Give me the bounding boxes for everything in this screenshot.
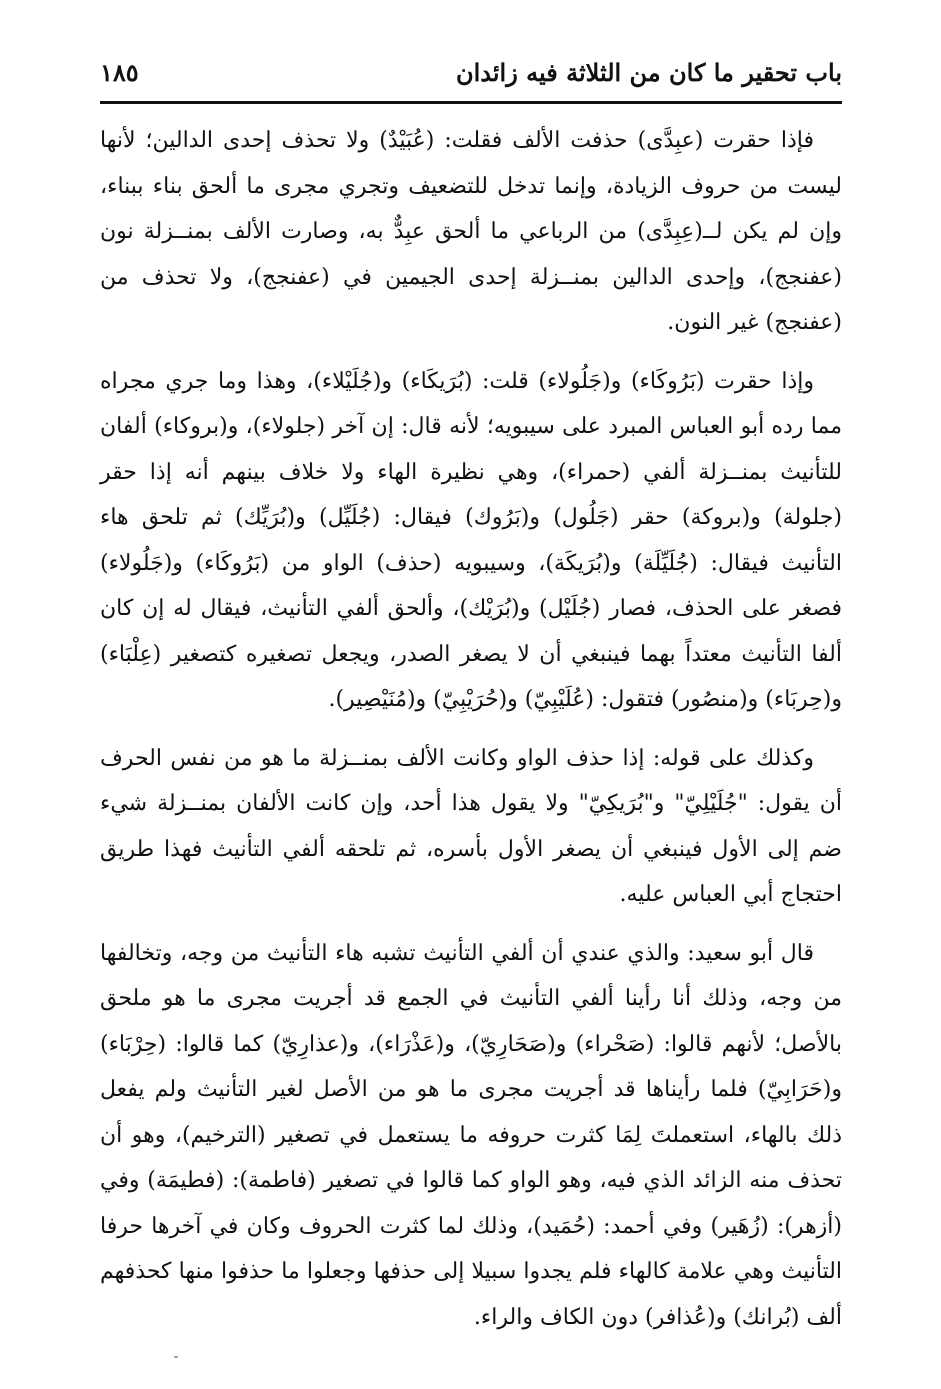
paragraph: فإذا حقرت (عبِدَّى) حذفت الألف فقلت: (عُبَيْدٌ) ولا تحذف إحدى الدالين؛ لأنها ليست من حروف الزيادة، وإنما تدخل للتضعيف وتجري مجرى ما ألحق بناء ببناء، وإن لم يكن لــ(عِبِدَّى) من الرباعي ما ألحق عبِدٌّ به، وصارت الألف بمنــزلة نون (عفنجج)، وإحدى الدالين بمنــزلة إحدى الجيمين في (عفنجج)، ولا تحذف من (عفنجج) غير النون. xyxy=(100,128,842,335)
header-divider xyxy=(100,101,842,104)
scan-speck xyxy=(174,1356,178,1358)
page-header xyxy=(100,52,842,96)
paragraph: وكذلك على قوله: إذا حذف الواو وكانت الألف بمنــزلة ما هو من نفس الحرف أن يقول: "جُلَيْلِيّ" و"بُرَيكِيّ" ولا يقول هذا أحد، وإن كانت الألفان بمنــزلة شيء ضم إلى الأول فينبغي أن يصغر الأول بأسره، ثم تلحقه ألفي التأنيث فهذا طريق احتجاج أبي العباس عليه. xyxy=(100,745,842,907)
body-text xyxy=(100,118,842,1353)
chapter-title: باب تحقير ما كان من الثلاثة فيه زائدان xyxy=(455,58,842,87)
page-number: ١٨٥ xyxy=(100,58,139,87)
paragraph: وإذا حقرت (بَرُوكَاء) و(جَلُولاء) قلت: (بُرَيكَاء) و(جُلَيْلاء)، وهذا وما جري مجراه مما رده أبو العباس المبرد على سيبويه؛ لأنه قال: إن آخر (جلولاء)، و(بروكاء) ألفان للتأنيث بمنــزلة ألفي (حمراء)، وهي نظيرة الهاء ولا خلاف بينهم أنه إذا حقر (جلولة) و(بروكة) حقر (جَلُول) و(بَرُوك) فيقال: (جُلَيِّل) و(بُرَيِّك) ثم تلحق هاء التأنيث فيقال: (جُلَيِّلَة) و(بُرَيكَة)، وسيبويه (حذف) الواو من (بَرُوكَاء) و(جَلُولاء) فصغر على الحذف، فصار (جُلَيْل) و(بُرَيْك)، وألحق ألفي التأنيث، فيقال له إن كان ألفا التأنيث معتداً بهما فينبغي أن لا يصغر الصدر، ويجعل تصغيره كتصغير (عِلْبَاء) و(حِربَاء) و(منصُور) فتقول: (عُلَيْبِيّ) و(حُرَيْبِيّ) و(مُنَيْصِير). xyxy=(100,368,842,712)
paragraph: قال أبو سعيد: والذي عندي أن ألفي التأنيث تشبه هاء التأنيث من وجه، وتخالفها من وجه، وذلك أنا رأينا ألفي التأنيث في الجمع قد أجريت مجرى ما هو ملحق بالأصل؛ لأنهم قالوا: (صَحْراء) و(صَحَارِيّ)، و(عَذْرَاء)، و(عذارِيّ) كما قالوا: (حِرْبَاء) و(حَرَابِيّ) فلما رأيناها قد أجريت مجرى ما هو من الأصل لغير التأنيث ولم يفعل ذلك بالهاء، استعملتَ لِمَا كثرت حروفه ما يستعمل في تصغير (الترخيم)، وهو أن تحذف منه الزائد الذي فيه، وهو الواو كما قالوا في تصغير (فاطمة): (فطيمَة) وفي (أزهر): (زُهَير) وفي أحمد: (حُمَيد)، وذلك لما كثرت الحروف وكان في آخرها حرفا التأنيث وهي علامة كالهاء فلم يجدوا سبيلا إلى حذفها وجعلوا ما حذفوا منها كحذفهم ألف (بُرانك) و(عُذافر) دون الكاف والراء. xyxy=(100,940,842,1330)
